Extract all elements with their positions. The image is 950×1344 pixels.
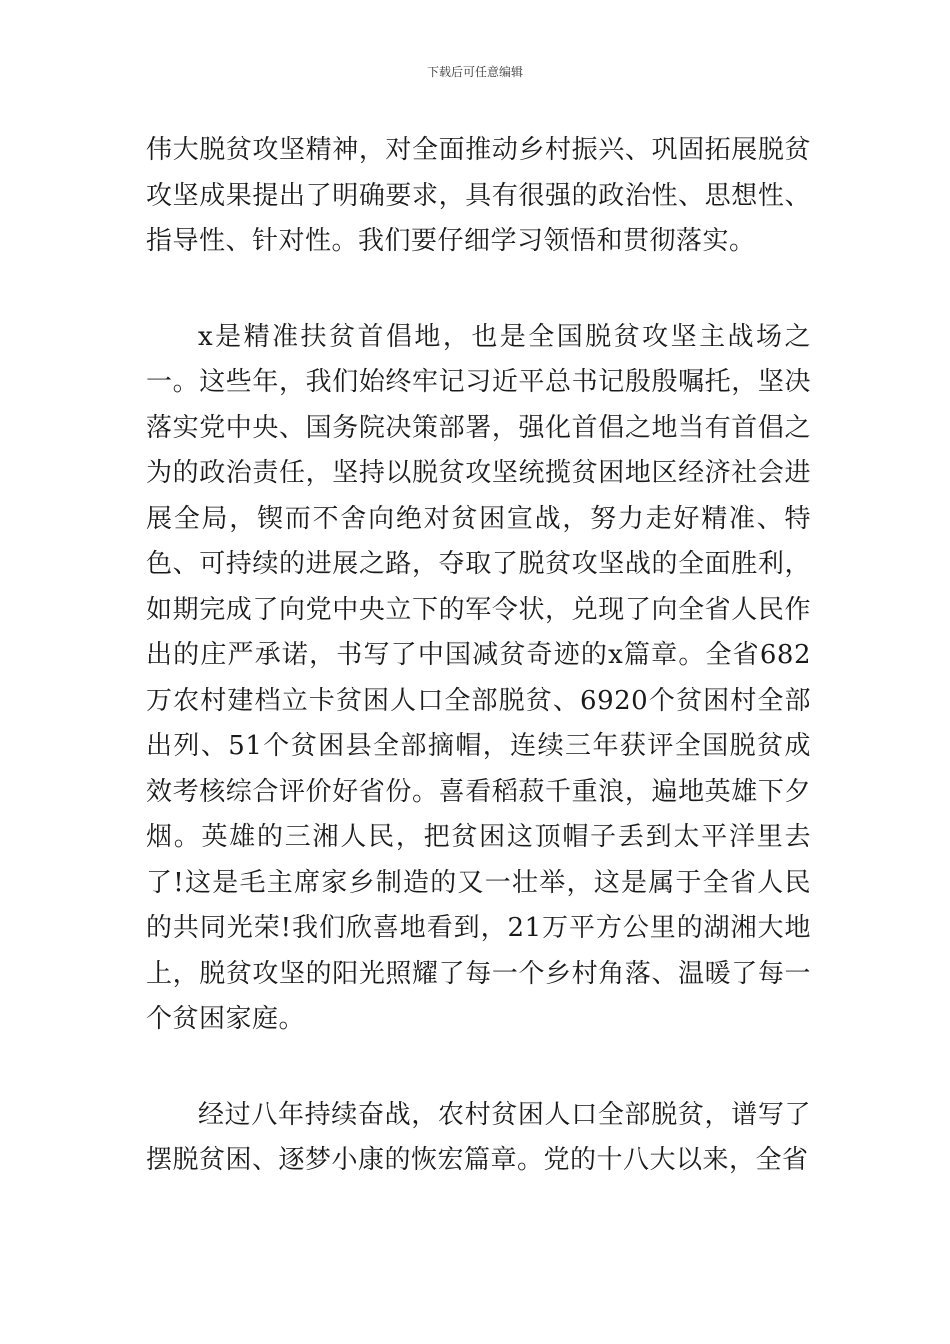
document-body	[146, 128, 811, 1184]
page-header-note: 下载后可任意编辑	[426, 65, 523, 79]
paragraph-spacer	[146, 265, 811, 315]
paragraph-1: 伟大脱贫攻坚精神，对全面推动乡村振兴、巩固拓展脱贫攻坚成果提出了明确要求，具有很强的政治性、思想性、指导性、针对性。我们要仔细学习领悟和贯彻落实。	[146, 135, 811, 256]
paragraph-3: 经过八年持续奋战，农村贫困人口全部脱贫，谱写了摆脱贫困、逐梦小康的恢宏篇章。党的十八大以来，全省	[146, 1099, 811, 1175]
paragraph-spacer	[146, 1043, 811, 1093]
paragraph-2: x是精准扶贫首倡地，也是全国脱贫攻坚主战场之一。这些年，我们始终牢记习近平总书记殷殷嘱托，坚决落实党中央、国务院决策部署，强化首倡之地当有首倡之为的政治责任，坚持以脱贫攻坚统揽贫困地区经济社会进展全局，锲而不舍向绝对贫困宣战，努力走好精准、特色、可持续的进展之路，夺取了脱贫攻坚战的全面胜利，如期完成了向党中央立下的军令状，兑现了向全省人民作出的庄严承诺，书写了中国减贫奇迹的x篇章。全省682万农村建档立卡贫困人口全部脱贫、6920个贫困村全部出列、51个贫困县全部摘帽，连续三年获评全国脱贫成效考核综合评价好省份。喜看稻菽千重浪，遍地英雄下夕烟。英雄的三湘人民，把贫困这顶帽子丢到太平洋里去了!这是毛主席家乡制造的又一壮举，这是属于全省人民的共同光荣!我们欣喜地看到，21万平方公里的湖湘大地上，脱贫攻坚的阳光照耀了每一个乡村角落、温暖了每一个贫困家庭。	[146, 321, 811, 1034]
